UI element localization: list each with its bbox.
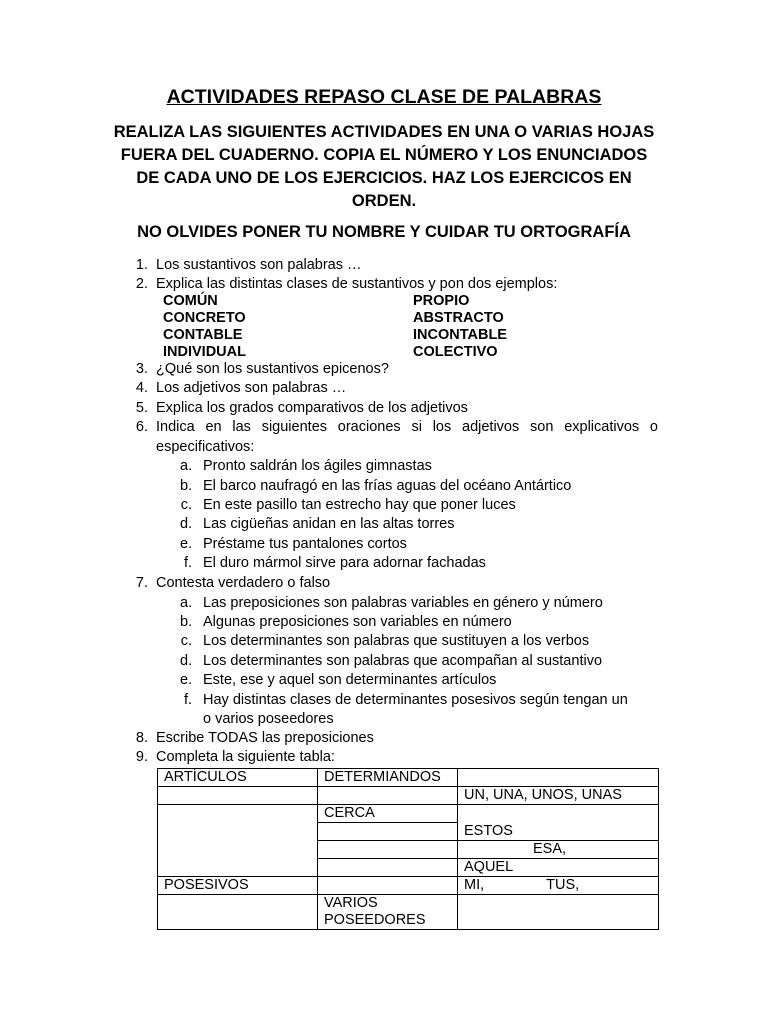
table-row — [158, 787, 659, 805]
table-cell: CERCA — [318, 805, 458, 823]
item-text: Las cigüeñas anidan en las altas torres — [203, 516, 455, 532]
question-text: Completa la siguiente tabla: — [156, 749, 335, 765]
question-number: 6. — [135, 419, 148, 435]
table-cell — [158, 805, 318, 877]
item-letter: b. — [180, 478, 193, 494]
question-text: Explica los grados comparativos de los adjetivos — [156, 400, 468, 416]
question-number: 7. — [135, 575, 148, 591]
table-cell — [458, 769, 659, 787]
question-text: Indica en las siguientes oraciones si los adjetivos son explicativos o — [156, 419, 658, 435]
table-cell — [318, 894, 458, 929]
table-row — [158, 769, 659, 787]
table-cell: AQUEL — [458, 858, 659, 876]
noun-type-right: COLECTIVO — [413, 344, 498, 360]
item-text: Los determinantes son palabras que sustituyen a los verbos — [203, 633, 590, 649]
item-letter: c. — [180, 633, 192, 649]
question-number: 1. — [135, 257, 148, 273]
word-classes-table — [157, 768, 659, 930]
question-number: 3. — [135, 361, 148, 377]
item-letter: e. — [180, 536, 193, 552]
item-letter: d. — [180, 653, 193, 669]
item-text: En este pasillo tan estrecho hay que poner luces — [203, 497, 516, 513]
item-letter: d. — [180, 516, 193, 532]
table-cell — [318, 840, 458, 858]
item-text: Este, ese y aquel son determinantes artículos — [203, 672, 497, 688]
noun-type-left: COMÚN — [163, 293, 218, 309]
item-text: El barco naufragó en las frías aguas del océano Antártico — [203, 478, 572, 494]
cell-value: MI, — [464, 876, 485, 893]
item-text: Préstame tus pantalones cortos — [203, 536, 407, 552]
table-cell — [318, 823, 458, 841]
table-cell: ARTÍCULOS — [158, 769, 318, 787]
table-cell: ESTOS — [458, 823, 659, 841]
table-row — [158, 805, 659, 823]
table-cell — [318, 787, 458, 805]
question-number: 4. — [135, 380, 148, 396]
table-cell — [458, 876, 659, 894]
table-cell: UN, UNA, UNOS, UNAS — [458, 787, 659, 805]
item-letter: f. — [183, 692, 192, 708]
cell-line: POSEEDORES — [324, 911, 426, 928]
item-text: o varios poseedores — [203, 711, 334, 727]
question-text: Escribe TODAS las preposiciones — [156, 730, 374, 746]
question-text: Explica las distintas clases de sustantivos y pon dos ejemplos: — [156, 276, 558, 292]
question-number: 8. — [135, 730, 148, 746]
cell-value: TUS, — [546, 876, 580, 893]
instructions-text: REALIZA LAS SIGUIENTES ACTIVIDADES EN UNA O VARIAS HOJAS FUERA DEL CUADERNO. COPIA EL NÚMERO Y LOS ENUNCIADOS DE CADA UNO DE LOS EJERCICIOS. HAZ LOS EJERCICOS EN ORDEN. — [113, 123, 655, 210]
item-letter: a. — [180, 458, 193, 474]
question-text: Los sustantivos son palabras … — [156, 257, 362, 273]
noun-type-right: ABSTRACTO — [413, 310, 504, 326]
noun-type-right: INCONTABLE — [413, 327, 507, 343]
question-text: ¿Qué son los sustantivos epicenos? — [156, 361, 389, 377]
table-cell: DETERMIANDOS — [318, 769, 458, 787]
item-text: Pronto saldrán los ágiles gimnastas — [203, 458, 432, 474]
item-letter: b. — [180, 614, 193, 630]
noun-type-left: INDIVIDUAL — [163, 344, 246, 360]
item-letter: e. — [180, 672, 193, 688]
reminder-text: NO OLVIDES PONER TU NOMBRE Y CUIDAR TU ORTOGRAFÍA — [137, 223, 631, 241]
question-number: 2. — [135, 276, 148, 292]
item-text: El duro mármol sirve para adornar fachadas — [203, 555, 486, 571]
worksheet-title: ACTIVIDADES REPASO CLASE DE PALABRAS — [166, 86, 602, 108]
table-cell — [318, 858, 458, 876]
question-number: 5. — [135, 400, 148, 416]
table-cell — [158, 787, 318, 805]
item-text: Las preposiciones son palabras variables en género y número — [203, 595, 603, 611]
item-letter: c. — [180, 497, 192, 513]
table-row — [158, 894, 659, 929]
item-letter: f. — [183, 555, 192, 571]
noun-type-left: CONTABLE — [163, 327, 243, 343]
cell-line: VARIOS — [324, 894, 378, 911]
table-cell — [458, 805, 659, 823]
item-letter: a. — [180, 595, 193, 611]
table-cell — [318, 876, 458, 894]
table-cell — [458, 894, 659, 929]
question-text: especificativos: — [156, 439, 255, 455]
item-text: Hay distintas clases de determinantes posesivos según tengan un — [203, 692, 628, 708]
table-cell: ESA, — [458, 840, 659, 858]
question-text: Los adjetivos son palabras … — [156, 380, 347, 396]
question-number: 9. — [135, 749, 148, 765]
table-row — [158, 876, 659, 894]
question-text: Contesta verdadero o falso — [156, 575, 331, 591]
item-text: Los determinantes son palabras que acompañan al sustantivo — [203, 653, 603, 669]
table-cell — [158, 894, 318, 929]
noun-type-left: CONCRETO — [163, 310, 246, 326]
noun-type-right: PROPIO — [413, 293, 470, 309]
item-text: Algunas preposiciones son variables en número — [203, 614, 512, 630]
table-cell: POSESIVOS — [158, 876, 318, 894]
